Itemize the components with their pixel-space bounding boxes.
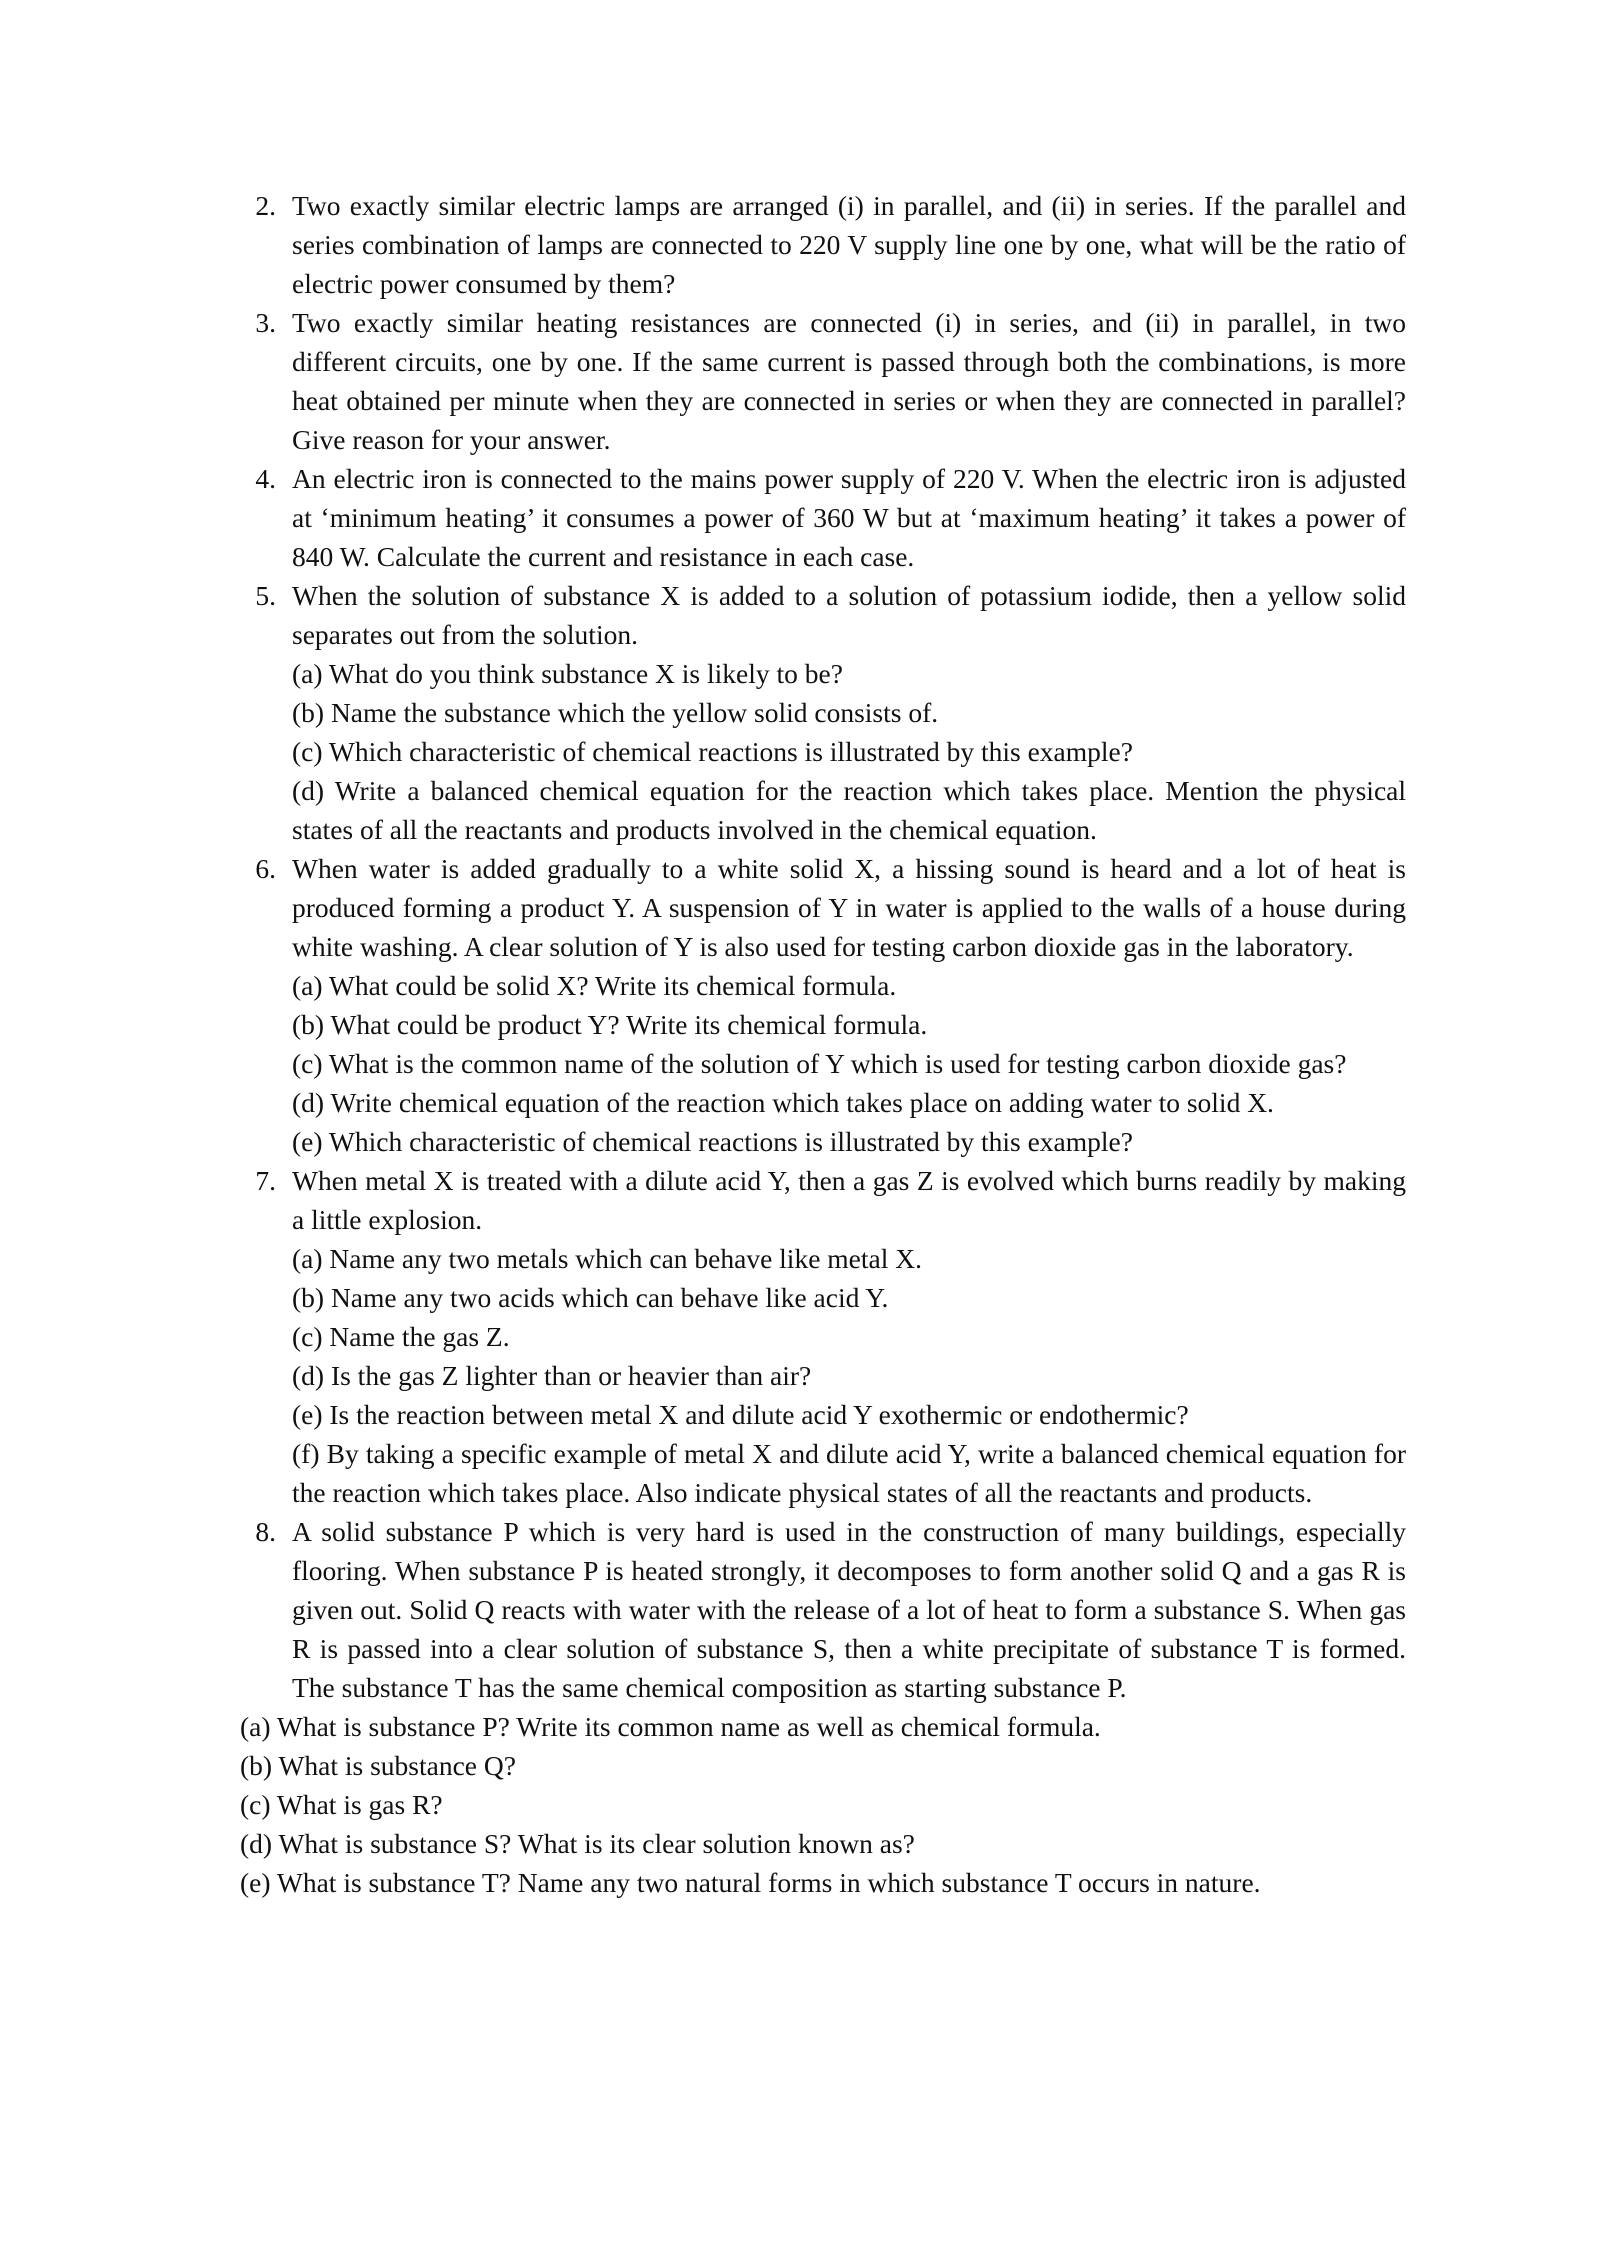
sub-question: (f) By taking a specific example of metal X and dilute acid Y, write a balanced chemical equation for the reaction which takes place. Also indicate physical states of all the reactants and products. (292, 1438, 1406, 1508)
sub-question: (d) Is the gas Z lighter than or heavier than air? (292, 1360, 812, 1391)
sub-question: (d) Write a balanced chemical equation for the reaction which takes place. Mention the physical states of all the reactants and products involved in the chemical equation. (292, 775, 1406, 845)
sub-question: (b) Name any two acids which can behave like acid Y. (292, 1282, 889, 1313)
question-text: A solid substance P which is very hard is used in the construction of many buildings, especially flooring. When substance P is heated strongly, it decomposes to form another solid Q and a gas R is given out. Solid Q reacts with water with the release of a lot of heat to form a substance S. When gas R is passed into a clear solution of substance S, then a white precipitate of substance T is formed. The substance T has the same chemical composition as starting substance P. (292, 1516, 1406, 1703)
sub-question: (c) Name the gas Z. (292, 1321, 510, 1352)
question-item (240, 849, 1406, 1161)
question-text: Two exactly similar electric lamps are arranged (i) in parallel, and (ii) in series. If the parallel and series combination of lamps are connected to 220 V supply line one by one, what will be the ratio of electric power consumed by them? (292, 190, 1406, 299)
sub-question: (e) Is the reaction between metal X and dilute acid Y exothermic or endothermic? (292, 1399, 1189, 1430)
question-number: 7. (255, 1165, 276, 1196)
question-sheet (240, 186, 1406, 1902)
question-item (240, 1161, 1406, 1512)
sub-question: (e) What is substance T? Name any two natural forms in which substance T occurs in nature. (240, 1867, 1261, 1898)
sub-question: (a) Name any two metals which can behave like metal X. (292, 1243, 922, 1274)
sub-question: (d) What is substance S? What is its clear solution known as? (240, 1828, 915, 1859)
question-item (240, 186, 1406, 303)
sub-question: (c) What is the common name of the solution of Y which is used for testing carbon dioxide gas? (292, 1048, 1347, 1079)
question-8-parts (240, 1707, 1406, 1902)
sub-question: (b) What could be product Y? Write its chemical formula. (292, 1009, 928, 1040)
question-number: 2. (255, 190, 276, 221)
question-text: When metal X is treated with a dilute acid Y, then a gas Z is evolved which burns readily by making a little explosion. (292, 1165, 1406, 1235)
question-item (240, 459, 1406, 576)
sub-question: (d) Write chemical equation of the reaction which takes place on adding water to solid X. (292, 1087, 1274, 1118)
sub-question: (a) What could be solid X? Write its chemical formula. (292, 970, 897, 1001)
question-number: 5. (255, 580, 276, 611)
question-text: An electric iron is connected to the mains power supply of 220 V. When the electric iron is adjusted at ‘minimum heating’ it consumes a power of 360 W but at ‘maximum heating’ it takes a power of 840 W. Calculate the current and resistance in each case. (292, 463, 1406, 572)
question-item (240, 1512, 1406, 1707)
question-number: 6. (255, 853, 276, 884)
question-number: 3. (255, 307, 276, 338)
sub-question: (b) Name the substance which the yellow solid consists of. (292, 697, 939, 728)
question-text: Two exactly similar heating resistances are connected (i) in series, and (ii) in parallel, in two different circuits, one by one. If the same current is passed through both the combinations, is more heat obtained per minute when they are connected in series or when they are connected in parallel? Give reason for your answer. (292, 307, 1406, 455)
question-number: 4. (255, 463, 276, 494)
sub-question: (c) Which characteristic of chemical reactions is illustrated by this example? (292, 736, 1133, 767)
question-number: 8. (255, 1516, 276, 1547)
sub-question: (c) What is gas R? (240, 1789, 443, 1820)
question-text: When water is added gradually to a white solid X, a hissing sound is heard and a lot of heat is produced forming a product Y. A suspension of Y in water is applied to the walls of a house during white washing. A clear solution of Y is also used for testing carbon dioxide gas in the laboratory. (292, 853, 1406, 962)
sub-question: (a) What is substance P? Write its common name as well as chemical formula. (240, 1711, 1101, 1742)
question-item (240, 303, 1406, 459)
question-text: When the solution of substance X is added to a solution of potassium iodide, then a yellow solid separates out from the solution. (292, 580, 1406, 650)
question-item (240, 576, 1406, 849)
sub-question: (e) Which characteristic of chemical reactions is illustrated by this example? (292, 1126, 1133, 1157)
sub-question: (a) What do you think substance X is likely to be? (292, 658, 843, 689)
sub-question: (b) What is substance Q? (240, 1750, 516, 1781)
